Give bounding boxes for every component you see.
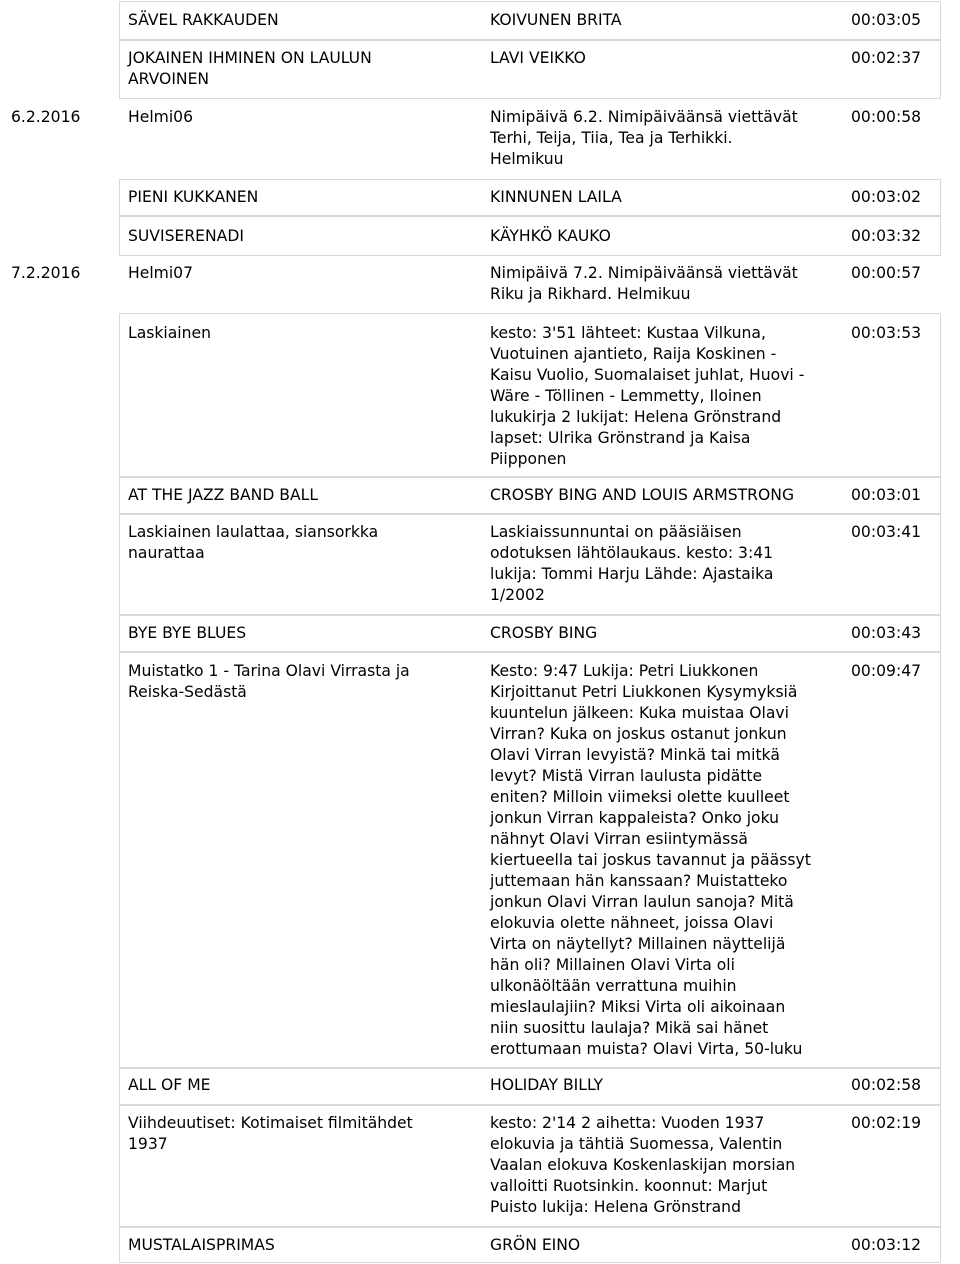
schedule-row — [0, 0, 960, 40]
row-title: JOKAINEN IHMINEN ON LAULUN ARVOINEN — [128, 49, 372, 88]
row-duration: 00:03:41 — [851, 523, 922, 541]
row-duration: 00:03:02 — [851, 188, 922, 206]
row-description: LAVI VEIKKO — [490, 49, 586, 67]
row-description: Nimipäivä 7.2. Nimipäiväänsä viettävät Riku ja Rikhard. Helmikuu — [490, 264, 798, 303]
row-date: 6.2.2016 — [11, 108, 81, 126]
schedule-row — [0, 313, 960, 477]
schedule-row — [0, 1227, 960, 1264]
schedule-row — [0, 1068, 960, 1105]
row-title: ALL OF ME — [128, 1076, 211, 1094]
schedule-row — [0, 179, 960, 216]
row-description: GRÖN EINO — [490, 1236, 581, 1254]
row-duration: 00:03:05 — [851, 11, 922, 29]
row-description: CROSBY BING AND LOUIS ARMSTRONG — [490, 486, 795, 504]
row-title: Helmi07 — [128, 264, 194, 282]
row-title: Laskiainen — [128, 324, 211, 342]
row-description: kesto: 2'14 2 aihetta: Vuoden 1937 elokuvia ja tähtiä Suomessa, Valentin Vaalan elokuva Koskenlaskijan morsian valloitti Ruotsinkin. koonnut: Marjut Puisto lukija: Helena Grönstrand — [490, 1114, 796, 1216]
schedule-row — [0, 1105, 960, 1227]
row-duration: 00:02:58 — [851, 1076, 922, 1094]
row-title: SUVISERENADI — [128, 227, 244, 245]
row-description: Nimipäivä 6.2. Nimipäiväänsä viettävät Terhi, Teija, Tiia, Tea ja Terhikki. Helmikuu — [490, 108, 798, 168]
row-duration: 00:00:58 — [851, 108, 922, 126]
row-title: Laskiainen laulattaa, siansorkka naurattaa — [128, 523, 379, 562]
schedule-row — [0, 514, 960, 615]
schedule-row — [0, 99, 960, 179]
row-description: KÄYHKÖ KAUKO — [490, 227, 611, 245]
row-title: Muistatko 1 - Tarina Olavi Virrasta ja Reiska-Sedästä — [128, 662, 410, 701]
schedule-row — [0, 477, 960, 514]
row-description: Kesto: 9:47 Lukija: Petri Liukkonen Kirjoittanut Petri Liukkonen Kysymyksiä kuuntelun jälkeen: Kuka muistaa Olavi Virran? Kuka on joskus ostanut jonkun Olavi Virran levyistä? Minkä tai mitkä levyt? Mistä Virran laulusta pidätte eniten? Milloin viimeksi olette kuulleet jonkun Virran kappaleista? Onko joku nähnyt Olavi Virran esiintymässä kiertueella tai joskus tavannut ja päässyt juttemaan hän kanssaan? Muistatteko jonkun Olavi Virran laulun sanoja? Mitä elokuvia olette nähneet, joissa Olavi Virta on näytellyt? Millainen näyttelijä hän oli? Millainen Olavi Virta oli ulkonäöltään verrattuna muihin mieslaulajiin? Miksi Virta oli aikoinaan niin suosittu laulaja? Mikä sai hänet erottumaan muista? Olavi Virta, 50-luku — [490, 662, 811, 1058]
schedule-row — [0, 615, 960, 652]
row-description: KINNUNEN LAILA — [490, 188, 622, 206]
row-title: Helmi06 — [128, 108, 194, 126]
row-title: SÄVEL RAKKAUDEN — [128, 11, 279, 29]
row-duration: 00:03:43 — [851, 624, 922, 642]
row-duration: 00:03:01 — [851, 486, 922, 504]
schedule-row — [0, 216, 960, 256]
row-duration: 00:00:57 — [851, 264, 922, 282]
row-title: PIENI KUKKANEN — [128, 188, 259, 206]
row-title: AT THE JAZZ BAND BALL — [128, 486, 319, 504]
row-duration: 00:03:53 — [851, 324, 922, 342]
row-title: BYE BYE BLUES — [128, 624, 247, 642]
row-description: kesto: 3'51 lähteet: Kustaa Vilkuna, Vuotuinen ajantieto, Raija Koskinen - Kaisu Vuolio, Suomalaiset juhlat, Huovi - Wäre - Töllinen - Lemmetty, Iloinen lukukirja 2 lukijat: Helena Grönstrand lapset: Ulrika Grönstrand ja Kaisa Piipponen — [490, 324, 805, 468]
row-duration: 00:03:32 — [851, 227, 922, 245]
schedule-row — [0, 256, 960, 313]
row-description: KOIVUNEN BRITA — [490, 11, 622, 29]
row-description: Laskiaissunnuntai on pääsiäisen odotuksen lähtölaukaus. kesto: 3:41 lukija: Tommi Harju Lähde: Ajastaika 1/2002 — [490, 523, 774, 604]
row-title: Viihdeuutiset: Kotimaiset filmitähdet 1937 — [128, 1114, 413, 1153]
row-description: CROSBY BING — [490, 624, 598, 642]
row-title: MUSTALAISPRIMAS — [128, 1236, 275, 1254]
row-duration: 00:09:47 — [851, 662, 922, 680]
row-description: HOLIDAY BILLY — [490, 1076, 604, 1094]
row-duration: 00:02:37 — [851, 49, 922, 67]
row-duration: 00:03:12 — [851, 1236, 922, 1254]
row-date: 7.2.2016 — [11, 264, 81, 282]
schedule-row — [0, 652, 960, 1068]
schedule-row — [0, 40, 960, 99]
row-duration: 00:02:19 — [851, 1114, 922, 1132]
